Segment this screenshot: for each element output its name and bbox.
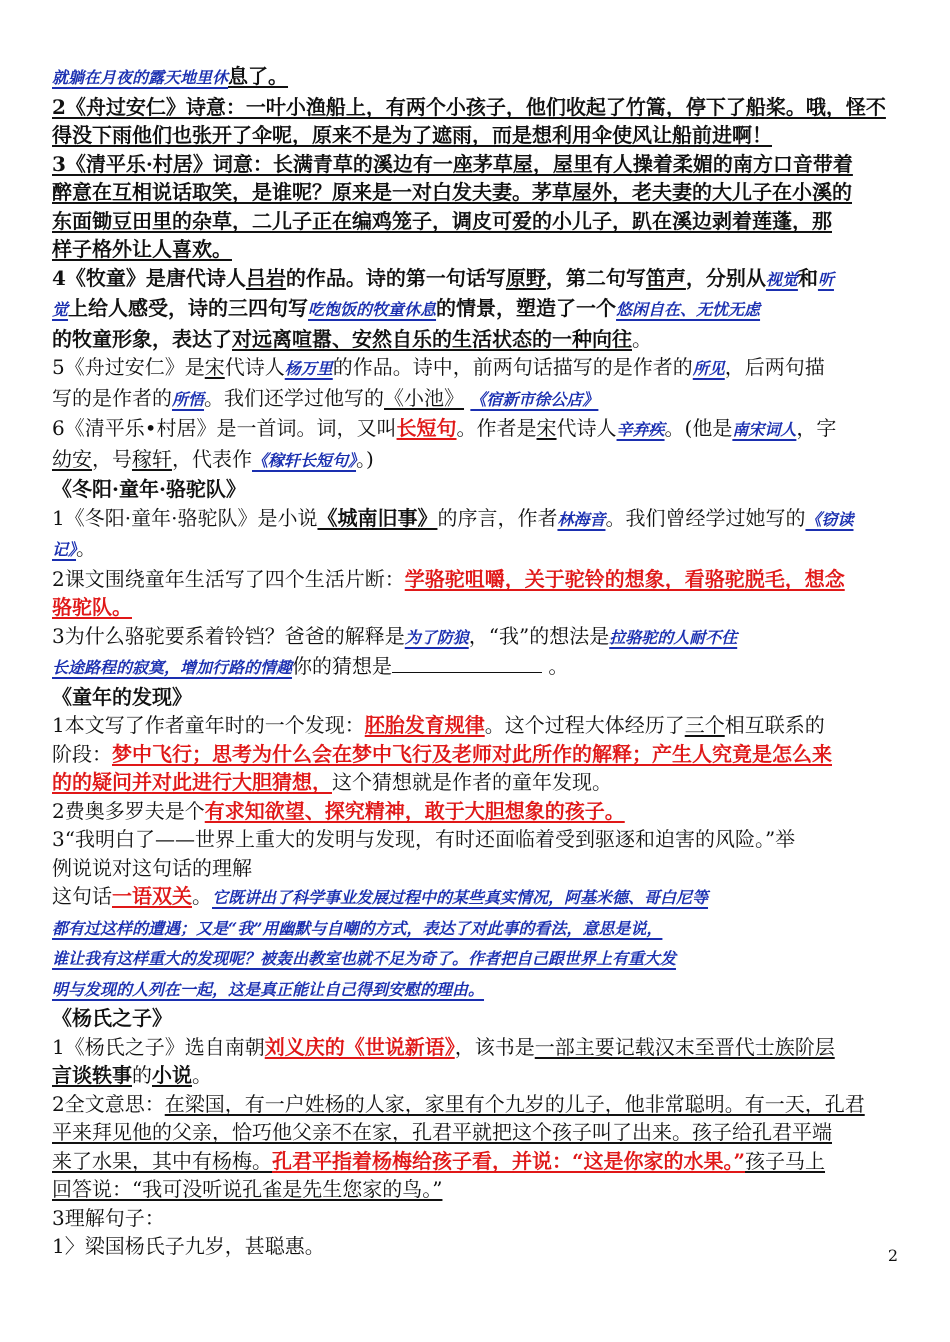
text-segment: 2费奥多罗夫是个 [52, 798, 205, 823]
text-line [52, 264, 900, 295]
text-segment: 例说说对这句话的理解 [52, 855, 252, 880]
text-line [52, 62, 900, 93]
text-segment: 吕岩 [245, 265, 286, 290]
text-segment: 听 [817, 269, 834, 289]
text-segment: 5《舟过安仁》是 [52, 355, 205, 379]
text-line [52, 854, 900, 883]
text-segment: 3《清平乐·村居》词意：长满青草的溪边有一座茅草屋，屋里有人操着柔媚的南方口音带着 [52, 151, 853, 176]
text-segment: 明与发现的人列在一起，这是真正能让自己得到安慰的理由。 [52, 979, 485, 999]
text-line [52, 683, 900, 712]
text-segment: 。) [356, 446, 374, 471]
text-line [52, 882, 900, 913]
text-segment: 这句话 [52, 884, 112, 908]
text-segment: ，分别从 [685, 265, 766, 290]
text-segment: 胚胎发育规律 [364, 713, 485, 737]
text-segment: 。 [76, 536, 97, 560]
text-segment: ，“我”的想法是 [468, 623, 610, 648]
text-segment: 1《杨氏之子》选自南朝 [52, 1034, 265, 1059]
text-segment: 1本文写了作者童年时的一个发现： [52, 713, 365, 737]
text-line [52, 652, 900, 683]
text-segment: 南宋词人 [732, 420, 797, 439]
text-line [52, 414, 900, 445]
text-segment: 《稼轩长短句》 [252, 450, 357, 470]
text-line [52, 294, 900, 325]
text-segment: 长短句 [396, 416, 457, 440]
text-line [52, 1004, 900, 1033]
text-segment: 刘义庆的《世说新语》 [264, 1034, 455, 1059]
text-segment: 的情景，塑造了一个 [436, 296, 617, 320]
text-line [52, 1175, 900, 1204]
text-line [52, 943, 900, 974]
text-line [52, 475, 900, 504]
text-segment: 笛声 [645, 265, 686, 290]
text-segment: 《宿新市徐公店》 [470, 389, 599, 409]
text-segment: ，后两句描 [724, 355, 825, 379]
text-segment: 稼轩 [132, 446, 172, 471]
text-segment: 谁让我有这样重大的发现呢？被轰出教室也就不足为奇了。作者把自己跟世界上有重大发 [52, 949, 677, 968]
text-segment: 。这个过程大体经历了 [484, 713, 685, 737]
page-number: 2 [887, 1246, 898, 1265]
text-segment: 原野 [505, 265, 546, 290]
text-segment: 相互联系的 [724, 713, 825, 737]
text-segment: 4《牧童》是唐代诗人 [52, 265, 246, 290]
text-segment: 吃饱饭的牧童休息 [308, 300, 437, 319]
text-line [52, 1232, 900, 1261]
text-segment: 得没下雨他们也张开了伞呢，原来不是为了遮雨，而是想利用伞使风让船前进啊！ [52, 123, 772, 147]
text-segment: ，代表作 [172, 446, 252, 471]
text-segment: 3为什么骆驼要系着铃铛？爸爸的解释是 [52, 623, 405, 648]
text-segment: 息了。 [228, 64, 289, 88]
text-segment: 学骆驼咀嚼，关于驼铃的想象，看骆驼脱毛，想念 [404, 566, 845, 591]
text-segment: 就躺在月夜的露天地里休 [52, 68, 229, 87]
text-segment: 都有过这样的遭遇；又是“我”用幽默与自嘲的方式，表达了对此事的看法，意思是说， [52, 918, 663, 938]
text-line [52, 178, 900, 207]
text-segment: 。 [192, 1063, 212, 1087]
text-segment: 的作品。诗的第一句话写 [285, 265, 506, 290]
text-segment: 记》 [52, 540, 77, 559]
text-line [52, 121, 900, 150]
text-segment: 。 [632, 326, 652, 351]
text-segment: 。 [192, 884, 212, 908]
text-line [52, 1033, 900, 1062]
text-segment: 所悟 [172, 389, 205, 409]
text-segment: 一部主要记载汉末至晋代士族阶层 [534, 1034, 835, 1059]
text-segment: 醉意在互相说话取笑，是谁呢？原来是一对白发夫妻。茅草屋外，老夫妻的大儿子在小溪的 [52, 180, 852, 204]
text-segment: 。(他是 [664, 416, 733, 440]
text-segment: 1〉梁国杨氏子九岁，甚聪惠。 [52, 1234, 325, 1258]
text-line [52, 1204, 900, 1233]
text-segment: 长途路程的寂寞，增加行路的情趣 [52, 658, 293, 677]
text-segment: 。我们还学过他写的 [204, 385, 385, 410]
text-line [52, 1118, 900, 1147]
text-line [52, 797, 900, 826]
text-segment: ，该书是 [454, 1034, 535, 1059]
text-line [52, 325, 900, 354]
text-segment: 3“我明白了——世界上重大的发明与发现，有时还面临着受到驱逐和迫害的风险。”举 [52, 827, 796, 851]
text-segment: 梦中飞行；思考为什么会在梦中飞行及老师对此所作的解释；产生人究竟是怎么来 [112, 741, 832, 766]
text-segment: 对远离喧嚣、安然自乐的生活状态的一种向往 [232, 326, 632, 351]
text-line [52, 622, 900, 653]
text-segment: 1《冬阳·童年·骆驼队》是小说 [52, 505, 318, 530]
text-segment: 《冬阳·童年·骆驼队》 [52, 477, 246, 501]
text-segment: 2全文意思： [52, 1091, 165, 1116]
text-segment: 写的是作者的 [52, 385, 172, 410]
text-line [52, 768, 900, 797]
text-segment: 的序言，作者 [437, 505, 558, 530]
text-segment: 代诗人 [556, 416, 617, 440]
text-segment: ，号 [92, 446, 132, 471]
text-segment: 你的猜想是 [292, 654, 393, 678]
text-segment: 小说 [152, 1063, 192, 1087]
text-line [52, 565, 900, 594]
text-segment: 回答说：“我可没听说孔雀是先生您家的鸟。” [52, 1177, 443, 1201]
text-segment: 孔君平指着杨梅给孩子看，并说：“这是你家的水果。” [272, 1148, 746, 1173]
text-segment: 来了水果，其中有杨梅。 [52, 1148, 272, 1173]
text-segment: 为了防狼 [404, 627, 469, 647]
text-segment: 阶段： [52, 741, 112, 766]
text-segment: 它既讲出了科学事业发展过程中的某些真实情况，阿基米德、哥白尼等 [212, 888, 709, 907]
text-line [52, 740, 900, 769]
text-segment: ，第二句写 [545, 265, 646, 290]
text-segment: 《窃读 [805, 509, 854, 529]
text-line [52, 353, 900, 384]
text-segment: 。 [542, 654, 569, 678]
text-line [52, 384, 900, 415]
text-segment: 的 [132, 1063, 152, 1087]
text-segment: 有求知欲望、探究精神，敢于大胆想象的孩子。 [204, 798, 625, 823]
document-page [52, 62, 900, 1261]
text-line [52, 150, 900, 179]
text-segment: 《童年的发现》 [52, 684, 192, 709]
text-segment: 幼安 [52, 446, 92, 471]
text-segment: 3理解句子： [52, 1205, 165, 1230]
text-line [52, 974, 900, 1005]
text-segment: 宋 [204, 355, 225, 379]
text-line [52, 825, 900, 854]
text-line [52, 1147, 900, 1176]
text-segment: 。我们曾经学过她写的 [605, 505, 806, 530]
text-segment: 《小池》 [384, 385, 465, 410]
text-segment: 2《舟过安仁》诗意：一叶小渔船上，有两个小孩子，他们收起了竹篙，停下了船桨。哦，怪不 [52, 94, 886, 119]
text-segment: 所见 [692, 359, 725, 378]
text-segment: 辛弃疾 [616, 420, 665, 439]
text-segment: 《杨氏之子》 [52, 1006, 172, 1030]
text-segment: 。作者是 [456, 416, 537, 440]
text-segment: 杨万里 [284, 359, 333, 378]
text-segment: 在梁国，有一户姓杨的人家，家里有个九岁的儿子，他非常聪明。有一天，孔君 [164, 1091, 865, 1116]
text-line [52, 235, 900, 264]
text-segment: 视觉 [765, 269, 798, 289]
text-segment: 样子格外让人喜欢。 [52, 237, 232, 261]
text-line [52, 593, 900, 622]
text-line [52, 1090, 900, 1119]
text-segment: ，字 [796, 416, 837, 440]
text-segment: 悠闲自在、无忧无虑 [616, 300, 761, 319]
text-segment: 这个猜想就是作者的童年发现。 [332, 770, 612, 794]
text-line [52, 93, 900, 122]
text-line [52, 504, 900, 535]
text-segment: 的牧童形象，表达了 [52, 326, 232, 351]
text-line [52, 534, 900, 565]
text-segment: 平来拜见他的父亲，恰巧他父亲不在家，孔君平就把这个孩子叫了出来。孩子给孔君平端 [52, 1120, 832, 1144]
answer-blank [392, 652, 542, 673]
text-segment: 觉 [52, 300, 69, 319]
text-segment: 孩子马上 [745, 1148, 826, 1173]
text-segment: 拉骆驼的人耐不住 [609, 627, 738, 647]
text-segment: 2课文围绕童年生活写了四个生活片断： [52, 566, 405, 591]
text-segment: 言谈轶事 [52, 1063, 132, 1087]
text-segment: 上给人感受，诗的三四句写 [68, 296, 309, 320]
text-line [52, 1061, 900, 1090]
text-segment: 宋 [536, 416, 557, 440]
text-segment: 《城南旧事》 [317, 505, 438, 530]
text-segment: 6《清平乐•村居》是一首词。词，又叫 [52, 416, 397, 440]
text-segment: 和 [797, 265, 818, 290]
text-segment: 骆驼队。 [52, 595, 132, 619]
text-segment: 代诗人 [224, 355, 285, 379]
text-segment: 三个 [684, 713, 725, 737]
text-line [52, 445, 900, 476]
text-line [52, 913, 900, 944]
text-segment: 林海音 [557, 509, 606, 529]
text-segment: 的作品。诗中，前两句话描写的是作者的 [332, 355, 693, 379]
text-segment: 东面锄豆田里的杂草，二儿子正在编鸡笼子，调皮可爱的小儿子，趴在溪边剥着莲蓬，那 [52, 208, 832, 233]
text-line [52, 207, 900, 236]
text-segment: 的的疑问并对此进行大胆猜想， [52, 770, 332, 794]
text-segment: 一语双关 [112, 884, 192, 908]
text-line [52, 711, 900, 740]
